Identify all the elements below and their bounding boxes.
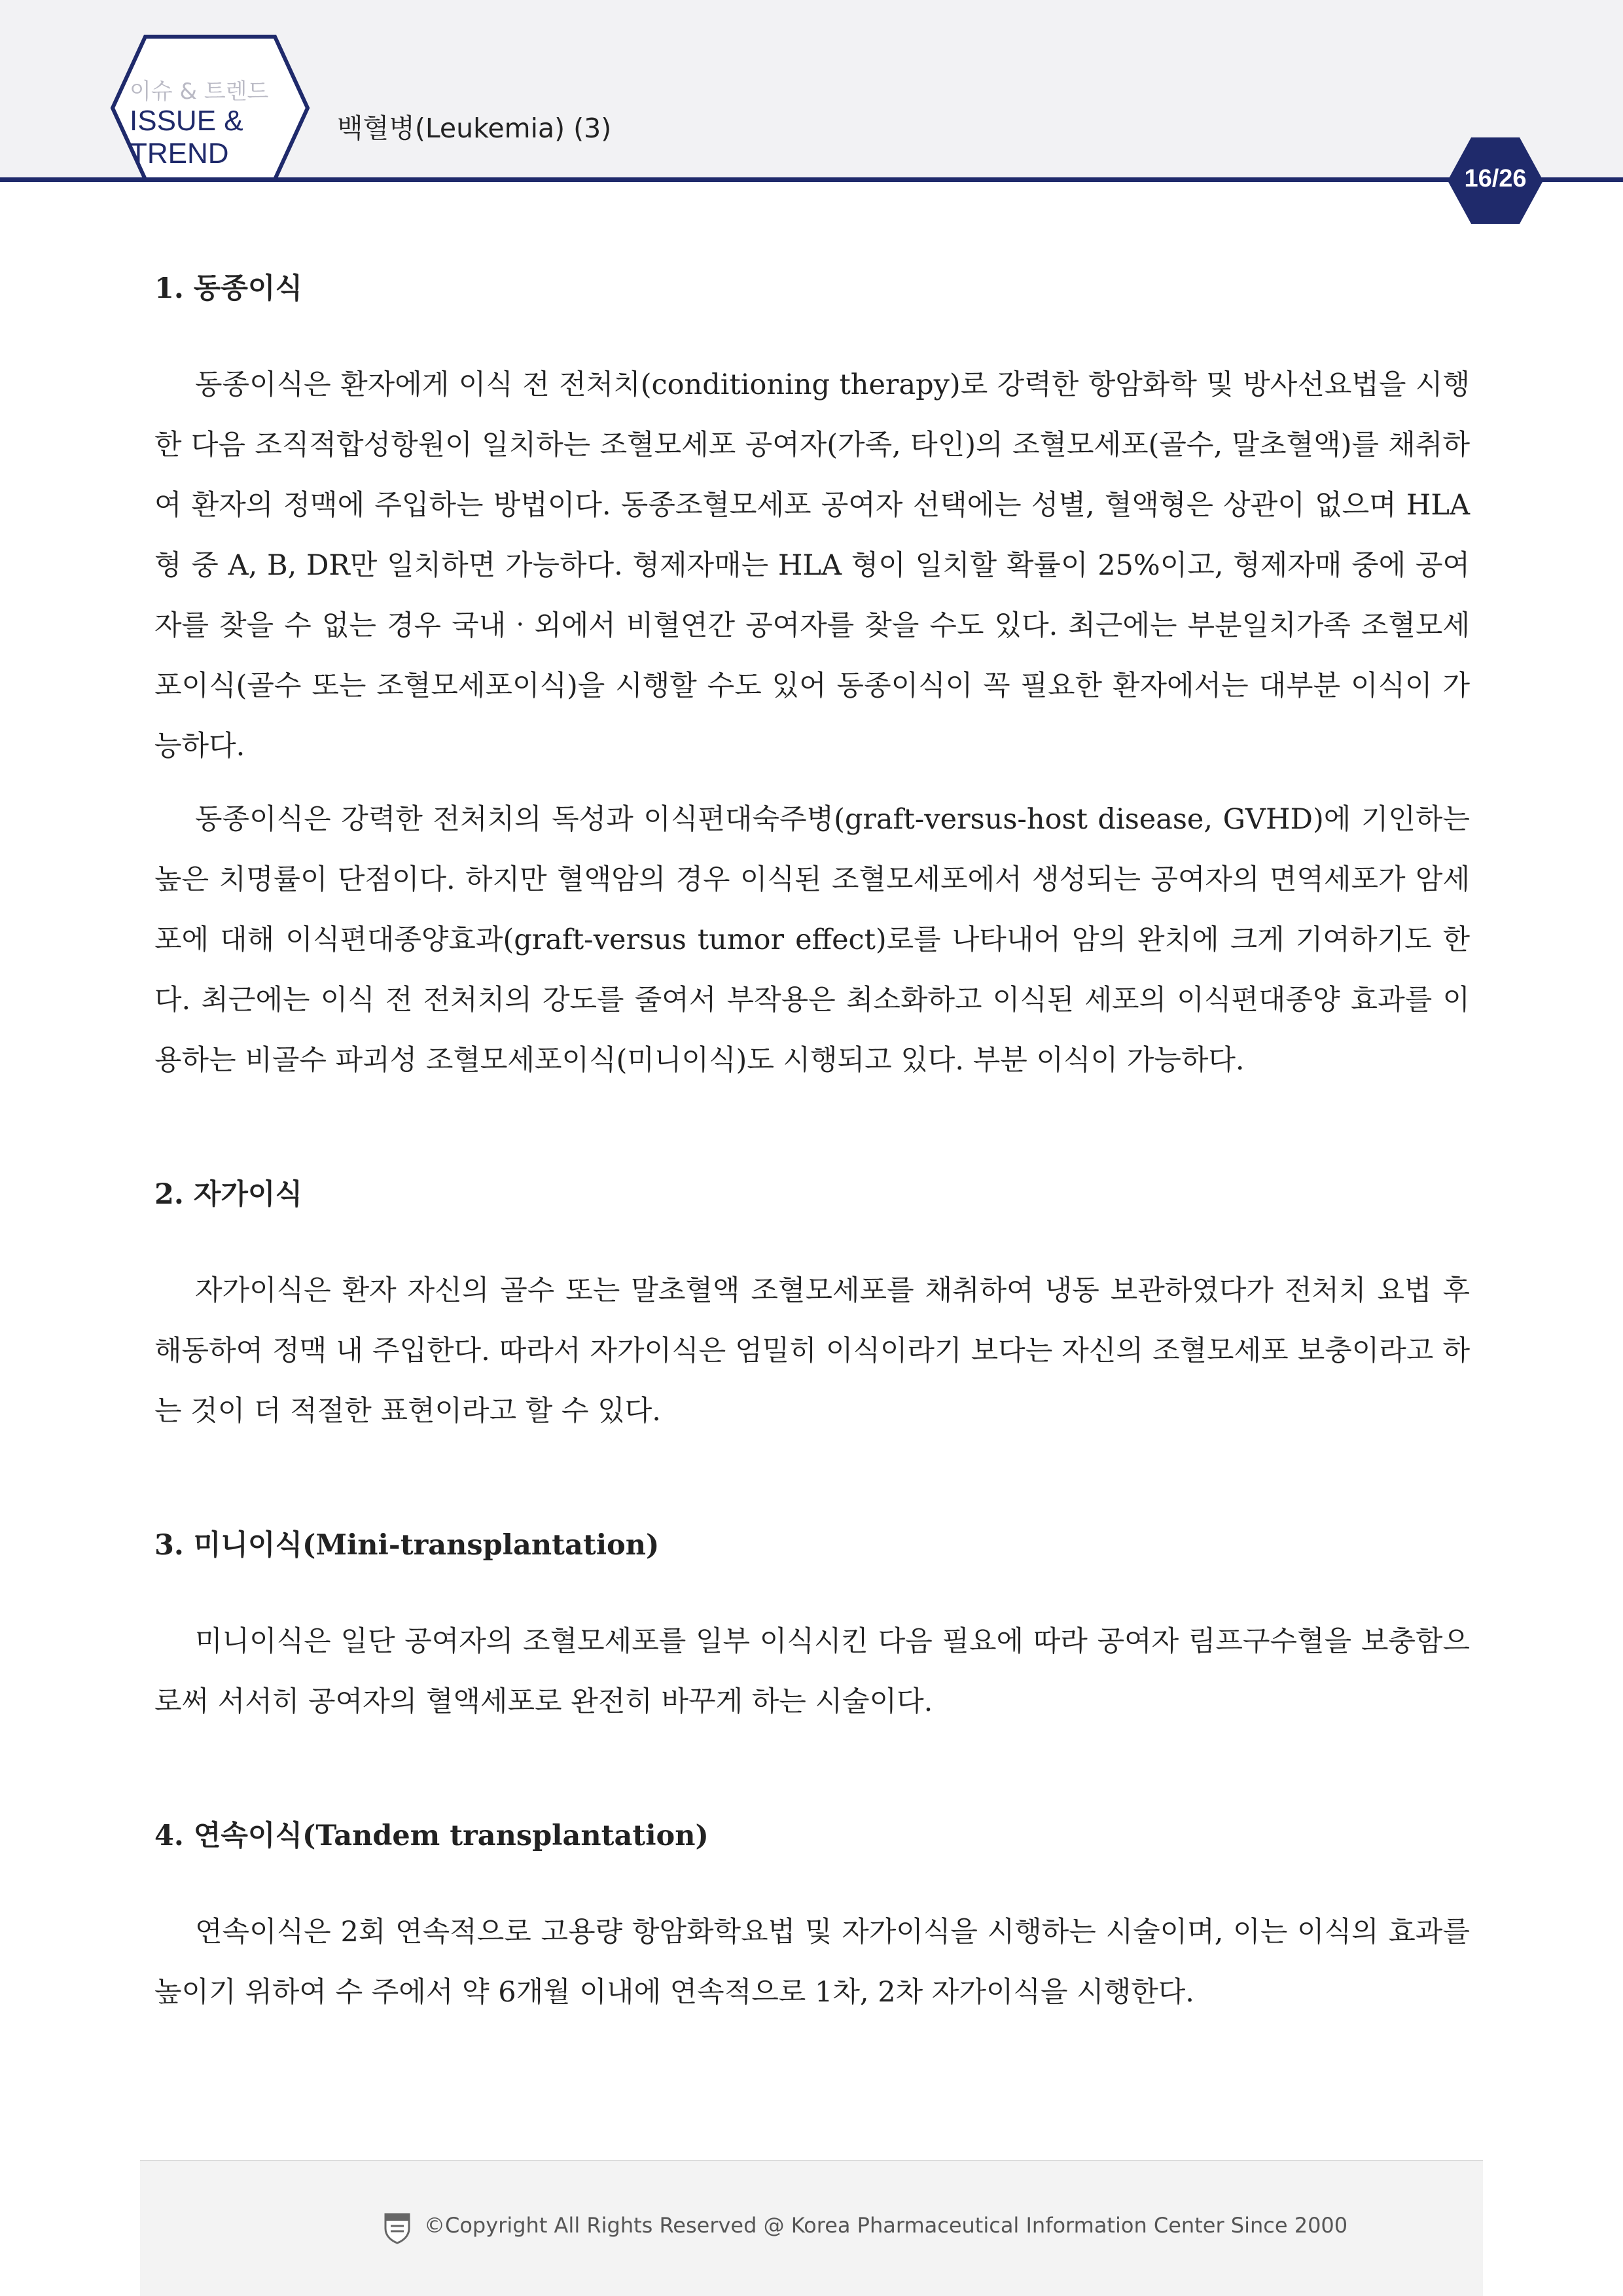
paragraph: 동종이식은 환자에게 이식 전 전처치(conditioning therapy)로 강력한 항암화학 및 방사선요법을 시행한 다음 조직적합성항원이 일치하는 조혈모세포 공여자(가족, 타인)의 조혈모세포(골수, 말초혈액)를 채취하여 환자의 정맥에 주입하는 방법이다. 동종조혈모세포 공여자 선택에는 성별, 혈액형은 상관이 없으며 HLA 형 중 A, B, DR만 일치하면 가능하다. 형제자매는 HLA 형이 일치할 확률이 25%이고, 형제자매 중에 공여자를 찾을 수 없는 경우 국내‧외에서 비혈연간 공여자를 찾을 수도 있다. 최근에는 부분일치가족 조혈모세포이식(골수 또는 조혈모세포이식)을 시행할 수도 있어 동종이식이 꼭 필요한 환자에서는 대부분 이식이 가능하다. [154, 368, 1470, 762]
copyright-text: ©Copyright All Rights Reserved @ Korea Pharmaceutical Information Center Since 2000 [424, 2213, 1348, 2238]
document-body [154, 268, 1470, 2106]
logo-title [130, 105, 280, 170]
section-mini-transplant [154, 1525, 1470, 1732]
paragraph: 자가이식은 환자 자신의 골수 또는 말초혈액 조혈모세포를 채취하여 냉동 보관하였다가 전처치 요법 후 해동하여 정맥 내 주입한다. 따라서 자가이식은 엄밀히 이식이라기 보다는 자신의 조혈모세포 보충이라고 하는 것이 더 적절한 표현이라고 할 수 있다. [154, 1274, 1470, 1427]
section-heading: 2. 자가이식 [154, 1178, 303, 1211]
paragraph: 연속이식은 2회 연속적으로 고용량 항암화학요법 및 자가이식을 시행하는 시술이며, 이는 이식의 효과를 높이기 위하여 수 주에서 약 6개월 이내에 연속적으로 1차, 2차 자가이식을 시행한다. [154, 1916, 1470, 2009]
logo-line-1: ISSUE & [130, 105, 243, 137]
paragraph: 동종이식은 강력한 전처치의 독성과 이식편대숙주병(graft-versus-host disease, GVHD)에 기인하는 높은 치명률이 단점이다. 하지만 혈액암의 경우 이식된 조혈모세포에서 생성되는 공여자의 면역세포가 암세포에 대해 이식편대종양효과(graft-versus tumor effect)로를 나타내어 암의 완치에 크게 기여하기도 한다. 최근에는 이식 전 전처치의 강도를 줄여서 부작용은 최소화하고 이식된 세포의 이식편대종양 효과를 이용하는 비골수 파괴성 조혈모세포이식(미니이식)도 시행되고 있다. 부분 이식이 가능하다. [154, 803, 1470, 1077]
section-heading: 1. 동종이식 [154, 272, 303, 305]
page-title: 백혈병(Leukemia) (3) [337, 113, 612, 144]
section-tandem-transplant [154, 1816, 1470, 2022]
page-number: 16/26 [1464, 165, 1527, 192]
section-autologous [154, 1174, 1470, 1441]
shield-logo-icon [383, 2212, 412, 2244]
logo-line-2: TREND [130, 137, 229, 170]
section-heading: 4. 연속이식(Tandem transplantation) [154, 1820, 709, 1852]
logo-subtitle: 이슈 & 트렌드 [130, 79, 269, 105]
paragraph: 미니이식은 일단 공여자의 조혈모세포를 일부 이식시킨 다음 필요에 따라 공여자 림프구수혈을 보충함으로써 서서히 공여자의 혈액세포로 완전히 바꾸게 하는 시술이다. [154, 1625, 1470, 1718]
section-allogeneic [154, 268, 1470, 1090]
section-heading: 3. 미니이식(Mini-transplantation) [154, 1529, 660, 1562]
